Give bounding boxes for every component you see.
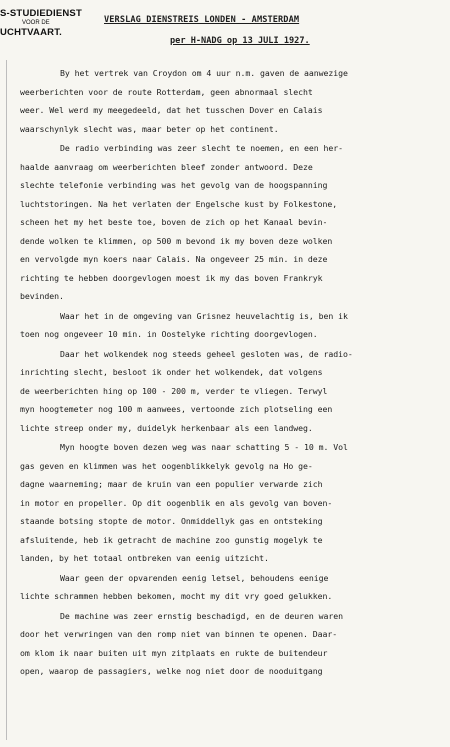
- paragraph: [20, 64, 420, 138]
- paragraph: [20, 438, 420, 568]
- text-line: staande botsing stopte de motor. Onmiddellyk gas en ontsteking: [20, 516, 323, 526]
- text-line: myn hoogtemeter nog 100 m aanwees, vertoonde zich plotseling een: [20, 404, 333, 414]
- text-line: landen, by het totaal ontbreken van eenig uitzicht.: [20, 553, 269, 563]
- text-line: afsluitende, heb ik getracht de machine zoo gunstig mogelyk te: [20, 534, 323, 545]
- document-body: [20, 64, 420, 681]
- text-line: slechte telefonie verbinding was het gevolg van de hoogspanning: [20, 180, 328, 190]
- text-line: Daar het wolkendek nog steeds geheel gesloten was, de radio-: [60, 348, 353, 359]
- paragraph: [20, 307, 420, 344]
- text-line: dagne waarneming; maar de kruin van een populier verwarde zich: [20, 479, 323, 489]
- text-line: Myn hoogte boven dezen weg was naar schatting 5 - 10 m. Vol: [60, 442, 348, 452]
- text-line: waarschynlyk slecht was, maar beter op het continent.: [20, 123, 279, 134]
- text-line: scheen het my het beste toe, boven de zich op het Kanaal bevin-: [20, 217, 328, 227]
- text-line: richting te hebben doorgevlogen moest ik my das boven Frankryk: [20, 272, 323, 283]
- letterhead-line-2: VOOR DE: [22, 20, 50, 26]
- letterhead-line-1: S-STUDIEDIENST: [0, 8, 82, 19]
- document-title: VERSLAG DIENSTREIS LONDEN - AMSTERDAM: [104, 15, 300, 25]
- text-line: Waar geen der opvarenden eenig letsel, behoudens eenige: [60, 572, 329, 583]
- text-line: lichte streep onder my, duidelyk herkenbaar als een landweg.: [20, 422, 313, 433]
- text-line: bevinden.: [20, 291, 64, 301]
- text-line: By het vertrek van Croydon om 4 uur n.m. gaven de aanwezige: [60, 68, 348, 78]
- paragraph: [20, 607, 420, 681]
- text-line: om klom ik naar buiten uit myn zitplaats en rukte de buitendeur: [20, 647, 328, 658]
- text-line: haalde aanvraag om weerberichten bleef zonder antwoord. Deze: [20, 161, 313, 172]
- text-line: lichte schrammen hebben bekomen, mocht my dit vry goed gelukken.: [20, 591, 333, 601]
- text-line: De machine was zeer ernstig beschadigd, en de deuren waren: [60, 610, 343, 621]
- text-line: de weerberichten hing op 100 - 200 m, verder te vliegen. Terwyl: [20, 385, 328, 396]
- letterhead-line-3: UCHTVAART.: [0, 27, 62, 38]
- letterhead: [0, 8, 110, 38]
- text-line: open, waarop de passagiers, welke nog niet door de nooduitgang: [20, 666, 323, 676]
- text-line: luchtstoringen. Na het verlaten der Engelsche kust by Folkestone,: [20, 198, 338, 209]
- paragraph: [20, 139, 420, 306]
- paragraph: [20, 569, 420, 606]
- text-line: weer. Wel werd my meegedeeld, dat het tusschen Dover en Calais: [20, 105, 323, 115]
- text-line: De radio verbinding was zeer slecht te noemen, en een her-: [60, 143, 343, 153]
- paragraph: [20, 345, 420, 438]
- text-line: inrichting slecht, besloot ik onder het wolkendek, dat volgens: [20, 367, 323, 377]
- text-line: gas geven en klimmen was het oogenblikkelyk gevolg na Ho ge-: [20, 460, 313, 471]
- text-line: dende wolken te klimmen, op 500 m bevond ik my boven deze wolken: [20, 235, 333, 246]
- text-line: weerberichten voor de route Rotterdam, geen abnormaal slecht: [20, 86, 313, 97]
- text-line: Waar het in de omgeving van Grisnez heuvelachtig is, ben ik: [60, 310, 348, 321]
- text-line: toen nog ongeveer 10 min. in Oostelyke richting doorgevlogen.: [20, 329, 318, 339]
- text-line: door het verwringen van den romp niet van binnen te openen. Daar-: [20, 629, 338, 639]
- text-line: in motor en propeller. Op dit oogenblik en als gevolg van boven-: [20, 497, 333, 508]
- margin-rule: [6, 60, 7, 740]
- text-line: en vervolgde myn koers naar Calais. Na ongeveer 25 min. in deze: [20, 254, 328, 264]
- document-subtitle: per H-NADG op 13 JULI 1927.: [170, 36, 310, 46]
